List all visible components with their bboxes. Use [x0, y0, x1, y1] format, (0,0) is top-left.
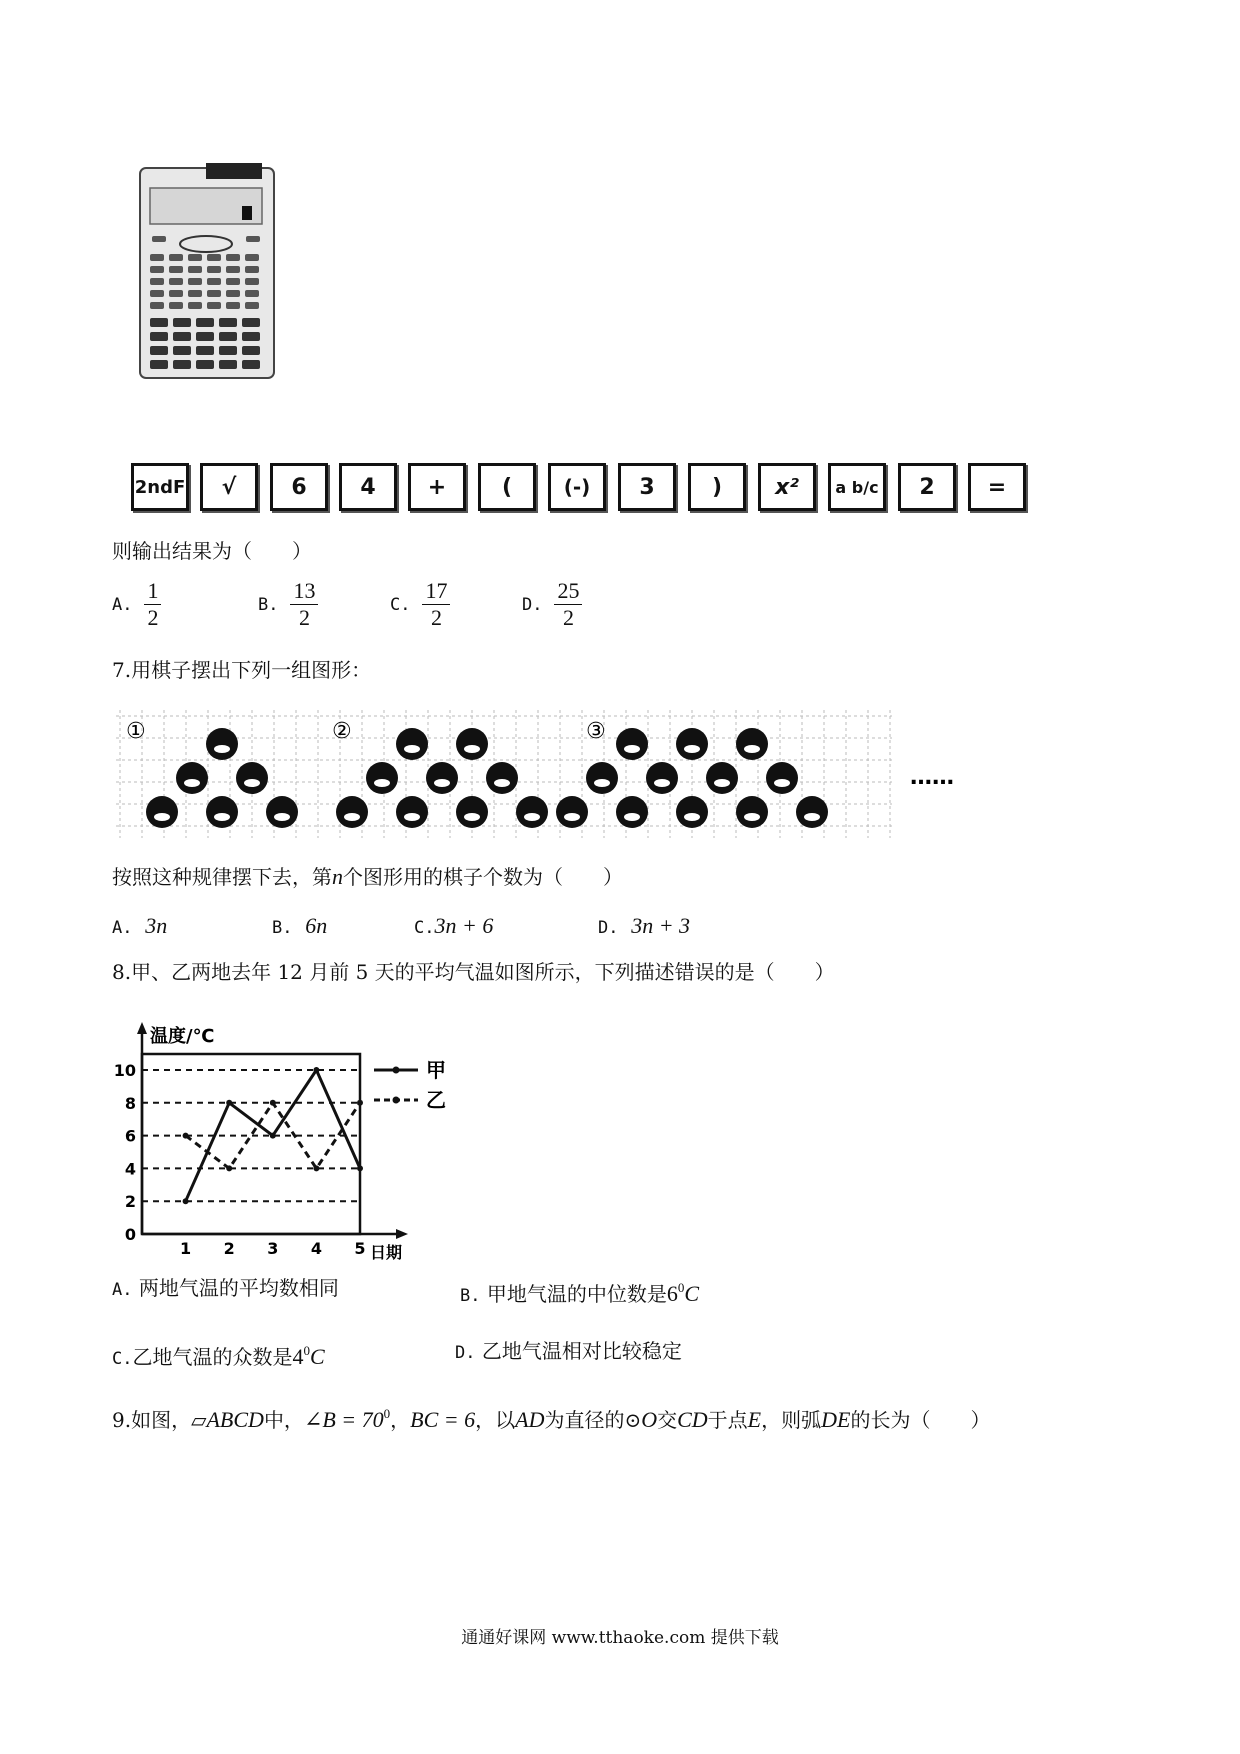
figure-label-1: ① — [126, 719, 146, 744]
chess-piece-highlight — [804, 813, 820, 821]
legend-label-1: 甲 — [426, 1058, 446, 1082]
chess-piece — [396, 796, 428, 828]
y-tick-label: 10 — [113, 1061, 136, 1080]
chess-piece-highlight — [564, 813, 580, 821]
y-tick-label: 6 — [124, 1126, 136, 1146]
page-footer: 通通好课网 www.tthaoke.com 提供下载 — [461, 1628, 779, 1648]
y-tick-label: 8 — [124, 1093, 136, 1113]
key-close-paren: ) — [688, 463, 746, 511]
x-tick-label: 2 — [223, 1239, 235, 1258]
key-4: 4 — [339, 463, 397, 511]
chess-piece-highlight — [374, 779, 390, 787]
chess-piece — [616, 728, 648, 760]
chess-piece — [766, 762, 798, 794]
chess-piece — [586, 762, 618, 794]
chess-piece-highlight — [434, 779, 450, 787]
chess-piece — [456, 728, 488, 760]
chess-piece — [236, 762, 268, 794]
y-tick-label: 0 — [124, 1225, 136, 1244]
key-open-paren: ( — [478, 463, 536, 511]
key-x-squared: x² — [758, 463, 816, 511]
chess-piece-highlight — [684, 813, 700, 821]
chess-piece — [676, 796, 708, 828]
chess-piece — [736, 728, 768, 760]
q7-option-d: D. 3n + 3 — [598, 913, 691, 938]
q8-option-a: A. 两地气温的平均数相同 — [112, 1276, 339, 1300]
data-point — [183, 1198, 189, 1204]
chess-pattern-figure — [112, 706, 992, 842]
chess-piece — [396, 728, 428, 760]
chess-piece-highlight — [344, 813, 360, 821]
chess-piece-highlight — [774, 779, 790, 787]
data-point — [183, 1133, 189, 1139]
legend-marker — [393, 1097, 400, 1104]
chess-piece — [456, 796, 488, 828]
chess-piece — [486, 762, 518, 794]
q7-stem: 7.用棋子摆出下列一组图形： — [112, 658, 372, 682]
chess-piece-highlight — [744, 813, 760, 821]
figure-label-2: ② — [332, 719, 352, 744]
chess-piece-highlight — [714, 779, 730, 787]
key-6: 6 — [270, 463, 328, 511]
q7-option-c: C.3n + 6 — [414, 913, 494, 938]
q8-stem: 8.甲、乙两地去年 12 月前 5 天的平均气温如图所示，下列描述错误的是（ ） — [112, 960, 835, 984]
chess-piece — [206, 728, 238, 760]
chess-piece-highlight — [244, 779, 260, 787]
chess-piece — [556, 796, 588, 828]
chess-piece — [616, 796, 648, 828]
chess-piece-highlight — [214, 745, 230, 753]
q8-option-d: D. 乙地气温相对比较稳定 — [455, 1339, 682, 1363]
q7-question: 按照这种规律摆下去，第n个图形用的棋子个数为（ ） — [112, 864, 623, 889]
y-tick-label: 2 — [124, 1192, 136, 1212]
data-point — [270, 1133, 276, 1139]
chess-piece-highlight — [464, 813, 480, 821]
q9-stem: 9.如图，▱ABCD中，∠B = $70^0$，BC = 6，以AD为直径的⊙O交CD于点E，则弧DE的长为（ ） — [112, 1406, 991, 1432]
chess-piece-highlight — [154, 813, 170, 821]
legend-label-2: 乙 — [426, 1088, 446, 1112]
y-axis-arrow — [137, 1022, 147, 1034]
legend-marker — [393, 1067, 400, 1074]
data-point — [357, 1165, 363, 1171]
data-point — [313, 1165, 319, 1171]
pattern-ellipsis: …… — [910, 765, 954, 790]
q6-option-b: B. $\frac{13}{2}$ — [258, 578, 318, 631]
chess-piece — [366, 762, 398, 794]
chess-piece-highlight — [624, 813, 640, 821]
chess-piece-highlight — [594, 779, 610, 787]
chess-piece — [266, 796, 298, 828]
x-tick-label: 4 — [310, 1239, 322, 1258]
chess-piece — [146, 796, 178, 828]
data-point — [226, 1165, 232, 1171]
chess-piece-highlight — [184, 779, 200, 787]
chess-piece-highlight — [214, 813, 230, 821]
chess-piece-highlight — [524, 813, 540, 821]
chess-piece-highlight — [654, 779, 670, 787]
x-axis-label: 日期 — [370, 1243, 403, 1260]
chess-piece — [176, 762, 208, 794]
temperature-line-chart — [112, 1020, 512, 1260]
chess-piece-highlight — [624, 745, 640, 753]
key-equals: = — [968, 463, 1026, 511]
key-plus: + — [408, 463, 466, 511]
key-negative: (-) — [548, 463, 606, 511]
q8-option-c: C.乙地气温的众数是$4^0C$ — [112, 1343, 325, 1369]
chess-piece — [646, 762, 678, 794]
chess-piece — [426, 762, 458, 794]
q8-option-b: B. 甲地气温的中位数是$6^0C$ — [460, 1280, 700, 1306]
data-point — [226, 1100, 232, 1106]
chess-piece — [206, 796, 238, 828]
chess-piece-highlight — [464, 745, 480, 753]
y-axis-label: 温度/℃ — [150, 1026, 215, 1047]
chess-piece — [796, 796, 828, 828]
x-axis-arrow — [396, 1229, 408, 1239]
chess-piece — [736, 796, 768, 828]
key-fraction: a b/c — [828, 463, 886, 511]
x-tick-label: 5 — [354, 1239, 366, 1258]
key-sqrt: √ — [200, 463, 258, 511]
chess-piece — [706, 762, 738, 794]
chess-piece — [516, 796, 548, 828]
q6-option-d: D. $\frac{25}{2}$ — [522, 578, 582, 631]
chess-piece — [336, 796, 368, 828]
chess-piece-highlight — [404, 813, 420, 821]
x-tick-label: 1 — [180, 1239, 192, 1258]
key-3: 3 — [618, 463, 676, 511]
q6-option-c: C. $\frac{17}{2}$ — [390, 578, 450, 631]
q6-option-a: A. $\frac{1}{2}$ — [112, 578, 161, 631]
calculator-image — [138, 162, 276, 380]
data-point — [270, 1100, 276, 1106]
key-2: 2 — [898, 463, 956, 511]
chess-piece — [676, 728, 708, 760]
y-tick-label: 4 — [124, 1159, 136, 1179]
q6-stem: 则输出结果为（ ） — [112, 539, 312, 563]
data-point — [313, 1067, 319, 1073]
chess-piece-highlight — [274, 813, 290, 821]
plot-frame — [142, 1054, 360, 1234]
data-point — [357, 1100, 363, 1106]
q7-option-b: B. 6n — [272, 913, 328, 938]
q7-option-a: A. 3n — [112, 913, 168, 938]
key-2ndf: 2ndF — [131, 463, 189, 511]
x-tick-label: 3 — [267, 1239, 279, 1258]
chess-piece-highlight — [494, 779, 510, 787]
chess-piece-highlight — [404, 745, 420, 753]
figure-label-3: ③ — [586, 719, 606, 744]
chess-piece-highlight — [744, 745, 760, 753]
chess-piece-highlight — [684, 745, 700, 753]
